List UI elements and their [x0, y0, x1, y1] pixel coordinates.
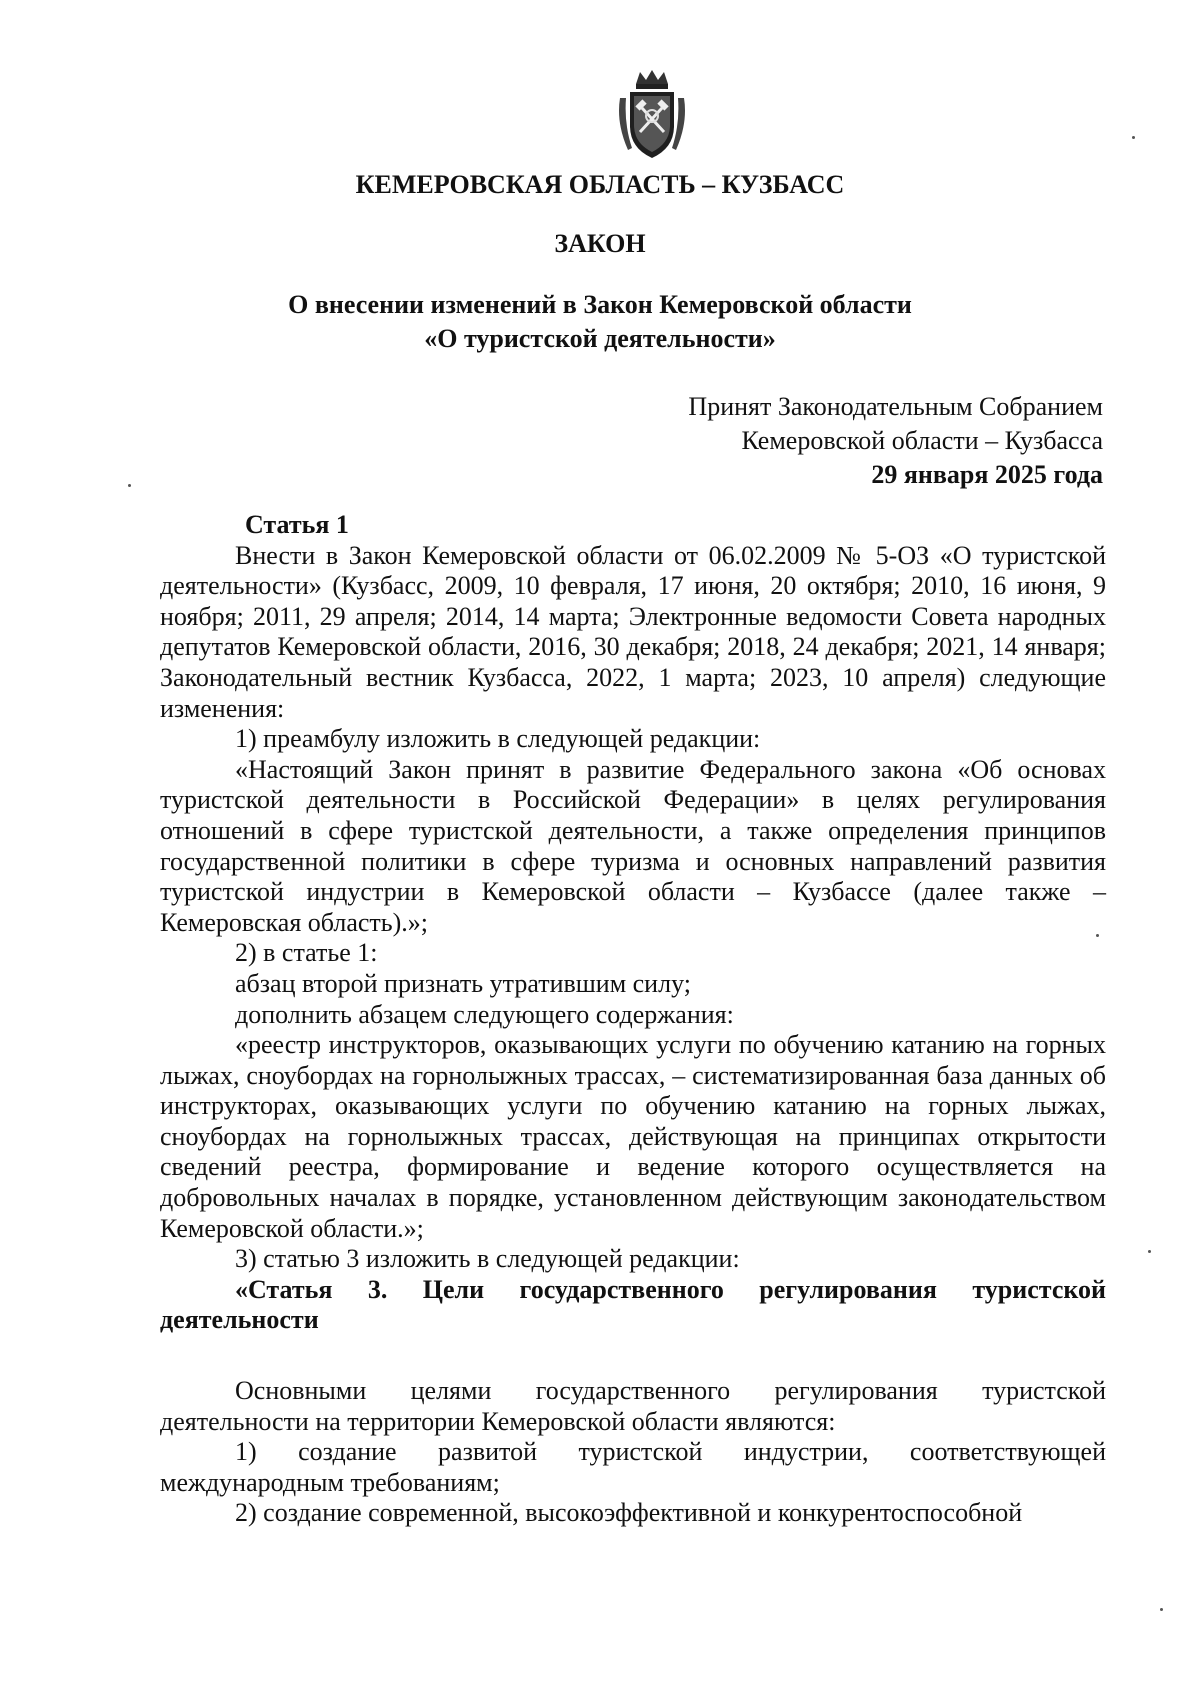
scan-speck — [128, 484, 131, 487]
adoption-date: 29 января 2025 года — [871, 460, 1103, 489]
article-3-title: «Статья 3. Цели государственного регулирования туристской деятельности — [160, 1274, 1106, 1335]
article-3-intro: Основными целями государственного регулирования туристской деятельности на территории Кемеровской области являются: — [160, 1376, 1106, 1436]
adoption-block — [688, 390, 1103, 492]
law-body — [160, 510, 1106, 1529]
goal-1: 1) создание развитой туристской индустрии, соответствующей международным требованиям; — [160, 1437, 1106, 1497]
law-title-line-1: О внесении изменений в Закон Кемеровской области — [288, 290, 912, 319]
adoption-line-2: Кемеровской области – Кузбасса — [741, 426, 1103, 455]
goal-2: 2) создание современной, высокоэффективной и конкурентоспособной — [235, 1498, 1023, 1528]
scan-speck — [1096, 934, 1099, 937]
amendment-item-1: 1) преамбулу изложить в следующей редакции: — [235, 724, 761, 754]
amendment-item-3: 3) статью 3 изложить в следующей редакции: — [235, 1244, 740, 1274]
adoption-line-1: Принят Законодательным Собранием — [688, 392, 1103, 421]
amendment-item-2-text: «реестр инструкторов, оказывающих услуги по обучению катанию на горных лыжах, сноубордах на горнолыжных трассах, – систематизированная база данных об инструкторах, оказывающих услуги по обучению катанию на горных лыжах, сноубордах на горнолыжных трассах, действующая на принципах открытости сведений реестра, формирование и ведение которого осуществляется на добровольных началах в порядке, установленном действующим законодательством Кемеровской области.»; — [160, 1030, 1106, 1243]
amendment-item-2-b: дополнить абзацем следующего содержания: — [235, 999, 734, 1029]
law-title-line-2: «О туристской деятельности» — [424, 324, 776, 353]
article-1-heading: Статья 1 — [245, 510, 349, 539]
amendment-item-2: 2) в статье 1: — [235, 938, 378, 968]
scan-speck — [1148, 1250, 1151, 1253]
spacer — [160, 1336, 1106, 1376]
scan-speck — [1132, 136, 1135, 139]
article-1-intro: Внести в Закон Кемеровской области от 06.02.2009 № 5-ОЗ «О туристской деятельности» (Кузбасс, 2009, 10 февраля, 17 июня, 20 октября; 2010, 16 июня, 9 ноября; 2011, 29 апреля; 2014, 14 марта; Электронные ведомости Совета народных депутатов Кемеровской области, 2016, 30 декабря; 2018, 24 декабря; 2021, 14 января; Законодательный вестник Кузбасса, 2022, 1 марта; 2023, 10 апреля) следующие изменения: — [160, 540, 1106, 723]
amendment-item-2-a: абзац второй признать утратившим силу; — [235, 968, 691, 998]
coat-of-arms-icon — [616, 68, 688, 160]
document-type: ЗАКОН — [554, 229, 646, 258]
region-title: КЕМЕРОВСКАЯ ОБЛАСТЬ – КУЗБАСС — [355, 170, 845, 199]
scan-speck — [1160, 1608, 1163, 1611]
amendment-item-1-text: «Настоящий Закон принят в развитие Федерального закона «Об основах туристской деятельности в Российской Федерации» в целях регулирования отношений в сфере туристской деятельности, а также определения принципов государственной политики в сфере туризма и основных направлений развития туристской индустрии в Кемеровской области – Кузбассе (далее также – Кемеровская область).»; — [160, 754, 1106, 937]
